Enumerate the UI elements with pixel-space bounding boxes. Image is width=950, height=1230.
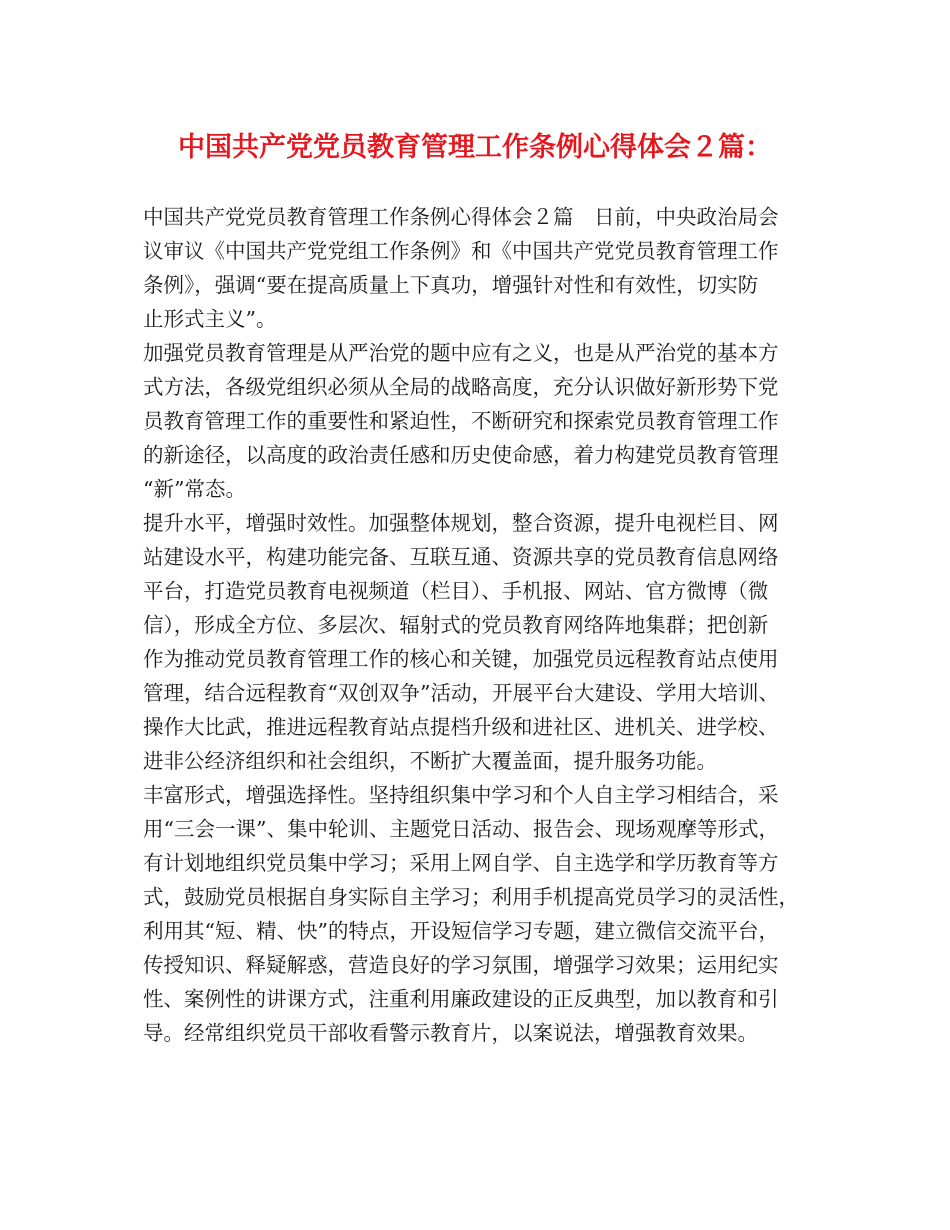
document-body — [143, 200, 827, 1050]
paragraph-line: 式，鼓励党员根据自身实际自主学习；利用手机提高党员学习的灵活性， — [143, 885, 799, 909]
paragraph-line: 导。经常组织党员干部收看警示教育片，以案说法，增强教育效果。 — [143, 1021, 758, 1045]
document-title: 中国共产党党员教育管理工作条例心得体会２篇： — [178, 132, 772, 163]
paragraph-line: 议审议《中国共产党党组工作条例》和《中国共产党党员教育管理工作 — [143, 239, 779, 263]
paragraph-line: 止形式主义”。 — [143, 307, 277, 331]
paragraph-line: 员教育管理工作的重要性和紧迫性，不断研究和探索党员教育管理工作 — [143, 409, 779, 433]
paragraph-line: 信），形成全方位、多层次、辐射式的党员教育网络阵地集群；把创新 — [143, 613, 769, 637]
paragraph-line: 进非公经济组织和社会组织，不断扩大覆盖面，提升服务功能。 — [143, 749, 717, 773]
paragraph-line: 利用其“短、精、快”的特点，开设短信学习专题，建立微信交流平台， — [143, 919, 779, 943]
paragraph-line: 中国共产党党员教育管理工作条例心得体会２篇 日前，中央政治局会 — [143, 205, 779, 229]
paragraph-line: 作为推动党员教育管理工作的核心和关键，加强党员远程教育站点使用 — [143, 647, 779, 671]
paragraph-line: “新”常态。 — [143, 477, 246, 501]
paragraph-line: 平台，打造党员教育电视频道（栏目）、手机报、网站、官方微博（微 — [143, 579, 769, 603]
paragraph-line: 性、案例性的讲课方式，注重利用廉政建设的正反典型，加以教育和引 — [143, 987, 779, 1011]
paragraph-line: 的新途径，以高度的政治责任感和历史使命感，着力构建党员教育管理 — [143, 443, 779, 467]
paragraph-line: 用“三会一课”、集中轮训、主题党日活动、报告会、现场观摩等形式， — [143, 817, 779, 841]
paragraph-line: 站建设水平，构建功能完备、互联互通、资源共享的党员教育信息网络 — [143, 545, 779, 569]
paragraph-line: 操作大比武，推进远程教育站点提档升级和进社区、进机关、进学校、 — [143, 715, 779, 739]
paragraph-line: 管理，结合远程教育“双创双争”活动，开展平台大建设、学用大培训、 — [143, 681, 779, 705]
paragraph-intro — [143, 200, 827, 336]
paragraph-line: 传授知识、释疑解惑，营造良好的学习氛围，增强学习效果；运用纪实 — [143, 953, 779, 977]
paragraph-line: 式方法，各级党组织必须从全局的战略高度，充分认识做好新形势下党 — [143, 375, 779, 399]
paragraph-line: 有计划地组织党员集中学习；采用上网自学、自主选学和学历教育等方 — [143, 851, 779, 875]
paragraph-enrich-forms — [143, 778, 827, 1050]
paragraph-strengthen-management — [143, 336, 827, 506]
paragraph-line: 加强党员教育管理是从严治党的题中应有之义，也是从严治党的基本方 — [143, 341, 779, 365]
paragraph-line: 丰富形式，增强选择性。坚持组织集中学习和个人自主学习相结合，采 — [143, 783, 779, 807]
paragraph-improve-level — [143, 506, 827, 778]
paragraph-line: 条例》，强调“要在提高质量上下真功，增强针对性和有效性，切实防 — [143, 273, 759, 297]
paragraph-line: 提升水平，增强时效性。加强整体规划，整合资源，提升电视栏目、网 — [143, 511, 779, 535]
